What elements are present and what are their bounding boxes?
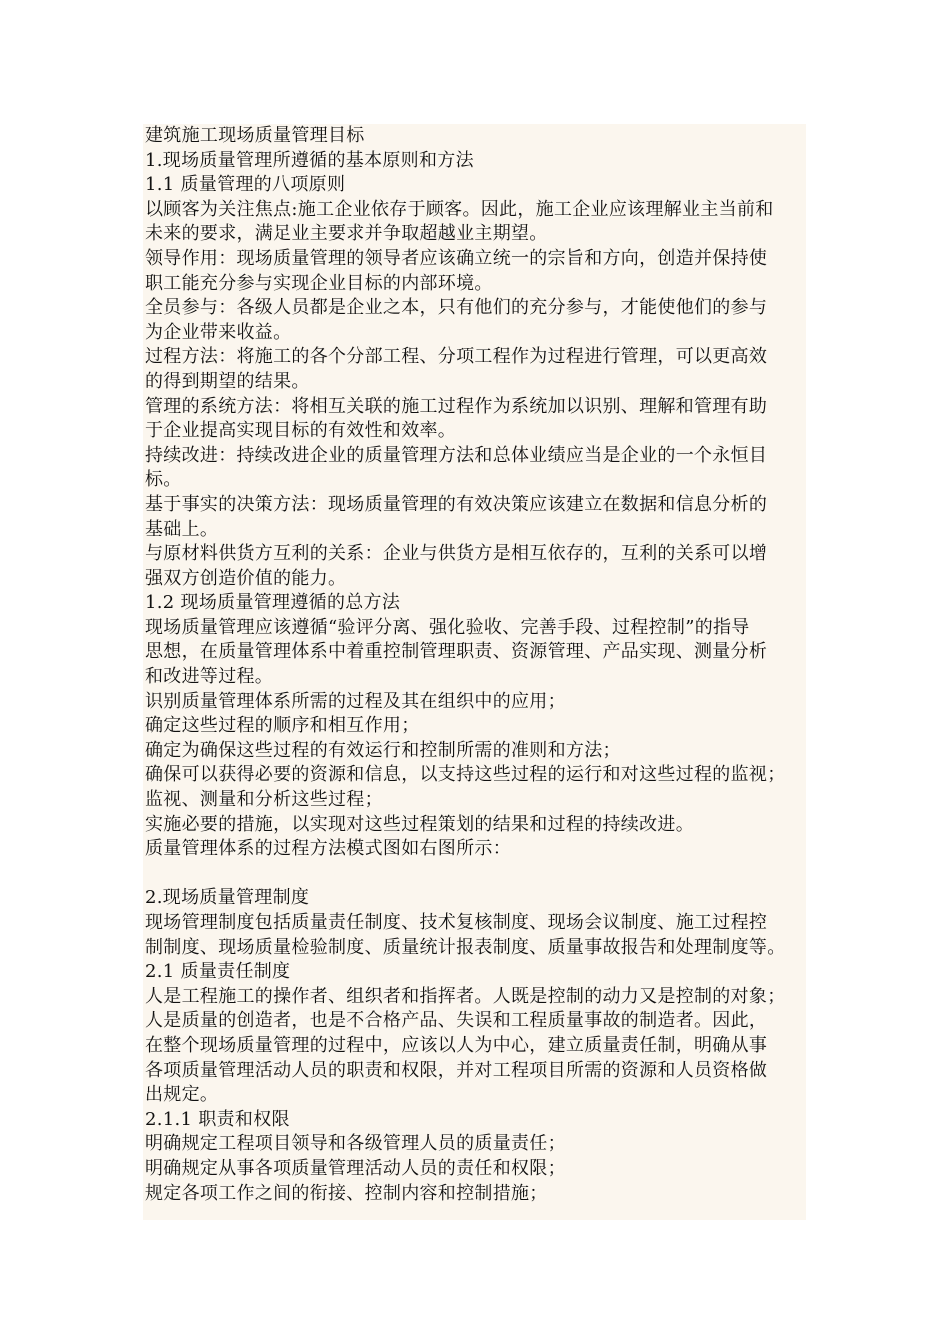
paragraph-line: 确保可以获得必要的资源和信息，以支持这些过程的运行和对这些过程的监视； (145, 764, 786, 786)
paragraph-line: 和改进等过程。 (145, 666, 274, 688)
paragraph-line: 持续改进：持续改进企业的质量管理方法和总体业绩应当是企业的一个永恒目 (145, 444, 768, 466)
paragraph-line: 全员参与：各级人员都是企业之本，只有他们的充分参与，才能使他们的参与 (145, 297, 768, 319)
document-title: 建筑施工现场质量管理目标 (145, 125, 365, 146)
paragraph-line: 在整个现场质量管理的过程中，应该以人为中心，建立质量责任制，明确从事 (145, 1034, 768, 1056)
paragraph-line: 确定这些过程的顺序和相互作用； (145, 715, 420, 737)
subsection-heading-2-1-1: 2.1.1 职责和权限 (145, 1108, 290, 1130)
paragraph-line: 为企业带来收益。 (145, 321, 292, 343)
paragraph-line: 的得到期望的结果。 (145, 370, 310, 392)
paragraph-line: 职工能充分参与实现企业目标的内部环境。 (145, 272, 493, 294)
paragraph-line: 质量管理体系的过程方法模式图如右图所示： (145, 838, 511, 860)
paragraph-line: 制制度、现场质量检验制度、质量统计报表制度、质量事故报告和处理制度等。 (145, 936, 786, 958)
paragraph-line: 领导作用：现场质量管理的领导者应该确立统一的宗旨和方向，创造并保持使 (145, 247, 768, 269)
paragraph-line: 与原材料供货方互利的关系：企业与供货方是相互依存的，互利的关系可以增 (145, 543, 768, 565)
subsection-heading-1-1: 1.1 质量管理的八项原则 (145, 174, 346, 196)
paragraph-line: 现场质量管理应该遵循“验评分离、强化验收、完善手段、过程控制”的指导 (145, 616, 750, 638)
paragraph-line: 管理的系统方法：将相互关联的施工过程作为系统加以识别、理解和管理有助 (145, 395, 768, 417)
paragraph-line: 强双方创造价值的能力。 (145, 567, 347, 589)
subsection-heading-1-2: 1.2 现场质量管理遵循的总方法 (145, 592, 401, 614)
paragraph-line: 监视、测量和分析这些过程； (145, 789, 383, 811)
paragraph-line: 确定为确保这些过程的有效运行和控制所需的准则和方法； (145, 739, 621, 761)
section-heading-2: 2.现场质量管理制度 (145, 887, 310, 909)
paragraph-line: 过程方法：将施工的各个分部工程、分项工程作为过程进行管理，可以更高效 (145, 346, 768, 368)
paragraph-line: 人是质量的创造者，也是不合格产品、失误和工程质量事故的制造者。因此， (145, 1010, 768, 1032)
document-body (145, 124, 805, 1206)
paragraph-line: 基础上。 (145, 518, 219, 540)
paragraph-line: 标。 (145, 469, 182, 491)
paragraph-line: 现场管理制度包括质量责任制度、技术复核制度、现场会议制度、施工过程控 (145, 912, 768, 933)
paragraph-line: 明确规定从事各项质量管理活动人员的责任和权限； (145, 1157, 566, 1179)
paragraph-line: 各项质量管理活动人员的职责和权限，并对工程项目所需的资源和人员资格做 (145, 1059, 768, 1081)
paragraph-line: 明确规定工程项目领导和各级管理人员的质量责任； (145, 1133, 566, 1155)
paragraph-line: 基于事实的决策方法：现场质量管理的有效决策应该建立在数据和信息分析的 (145, 493, 768, 515)
paragraph-line: 人是工程施工的操作者、组织者和指挥者。人既是控制的动力又是控制的对象； (145, 985, 786, 1007)
paragraph-line: 实施必要的措施，以实现对这些过程策划的结果和过程的持续改进。 (145, 813, 694, 835)
paragraph-line: 规定各项工作之间的衔接、控制内容和控制措施； (145, 1182, 548, 1204)
blank-line (145, 862, 805, 887)
paragraph-line: 思想，在质量管理体系中着重控制管理职责、资源管理、产品实现、测量分析 (145, 641, 768, 663)
paragraph-line: 识别质量管理体系所需的过程及其在组织中的应用； (145, 690, 566, 712)
subsection-heading-2-1: 2.1 质量责任制度 (145, 961, 291, 983)
paragraph-line: 未来的要求，满足业主要求并争取超越业主期望。 (145, 223, 548, 245)
paragraph-line: 出规定。 (145, 1084, 219, 1106)
section-heading-1: 1.现场质量管理所遵循的基本原则和方法 (145, 149, 474, 171)
paragraph-line: 于企业提高实现目标的有效性和效率。 (145, 420, 457, 442)
paragraph-line: 以顾客为关注焦点:施工企业依存于顾客。因此，施工企业应该理解业主当前和 (145, 198, 774, 220)
